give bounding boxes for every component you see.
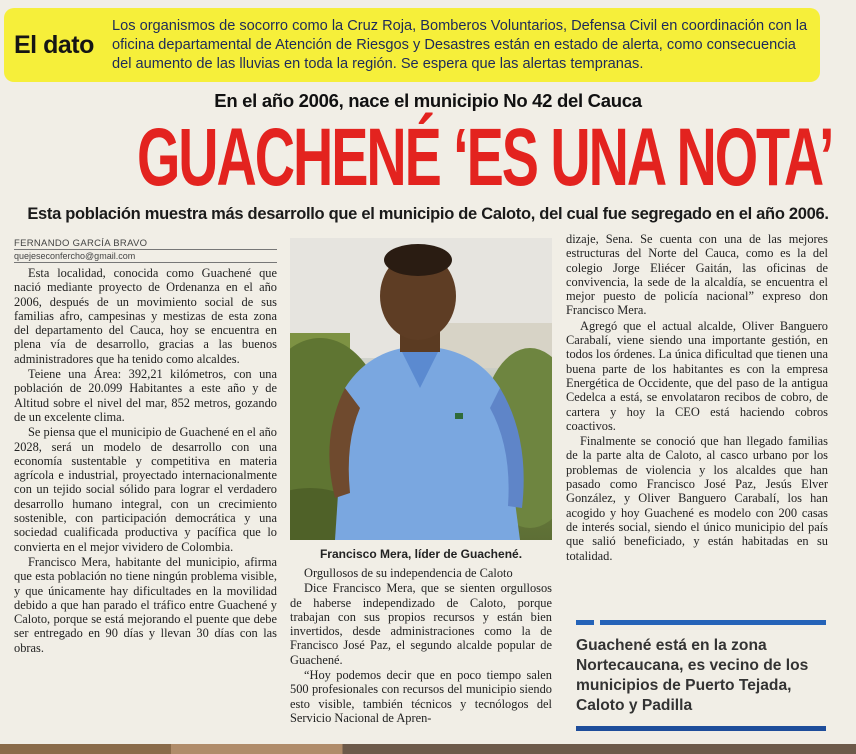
el-dato-text: Los organismos de socorro como la Cruz Roja, Bomberos Voluntarios, Defensa Civil en coordinación con la oficina departamental de Atención de Riesgos y Desastres están en estado de alerta, como consecuencia del aumento de las lluvias en toda la región. Se espera que las alertas tempranas. [112,17,808,72]
paragraph: Esta localidad, conocida como Guachené que nació mediante proyecto de Ordenanza en el año 2006, después de un movimiento social de sus familias afro, campesinas y mestizas de esta zona del departamento del Cauca, hoy se encuentra en plena vía de desarrollo, gracias a las buenos administradores que ha tenido como alcaldes. [14,266,277,366]
byline-email: quejeseconfercho@gmail.com [14,251,136,261]
photo-caption: Francisco Mera, líder de Guachené. [319,547,523,561]
portrait-illustration [290,238,552,540]
pullquote-bar-top [576,620,826,625]
paragraph: dizaje, Sena. Se cuenta con una de las mejores estructuras del Norte del Cauca, como es la del colegio Jorge Eliécer Gaitán, las oficinas de convivencia, la sede de la alcaldía, se encuentra el mejor puesto de policía nacional” expreso don Francisco Mera. [566,232,828,318]
photo-francisco-mera [290,238,552,540]
subheadline: Esta población muestra más desarrollo que el municipio de Caloto, del cual fue segregado en el año 2006. [27,205,829,223]
article-column-left [14,266,277,656]
paragraph: Agregó que el actual alcalde, Oliver Banguero Carabalí, viene siendo una importante gestión, en todos los órdenes. La única dificultad que tienen una buena parte de los habitantes es con la empresa Energética de Occidente, que del paso de la antigua Cedelca a está, se envolataron recibos de cobro, de cartera y hoy la CEO está haciendo cobros coactivos. [566,318,828,433]
article-column-middle [290,566,552,726]
el-dato-box [4,8,820,82]
article-column-right [566,232,828,564]
bottom-edge-strip [0,744,856,754]
paragraph: Finalmente se conoció que han llegado familias de la parte alta de Caloto, al casco urbano por los problemas de violencia y los alcaldes que han pasado como Francisco José Paz, Jesús Elver González, y Oliver Banguero Carabalí, los han acogido y hoy Guachené es modelo con 200 casas de interés social, siendo el único municipio del país que salió beneficiado, y están habitadas en su totalidad. [566,434,828,563]
paragraph: Se piensa que el municipio de Guachené en el año 2028, será un modelo de desarrollo con una economía sustentable y competitiva en materia agrícola e industrial, proyectado internacionalmente con un tejido social sólido para lograr el verdadero desarrollo humano integral, con un crecimiento sostenible, con participación democrática y una sociedad cualificada productiva y pacífica que lo convierta en el mejor vividero de Colombia. [14,425,277,554]
paragraph: Dice Francisco Mera, que se sienten orgullosos de haberse independizado de Caloto, porque trabajan con sus propios recursos y están bien invertidos, desde administraciones como la de Francisco José Paz, el segundo alcalde popular de Guachené. [290,581,552,667]
pullquote-bar-bottom [576,726,826,731]
byline-divider [14,249,277,250]
byline-author: FERNANDO GARCÍA BRAVO [14,238,148,249]
paragraph: Francisco Mera, habitante del municipio, afirma que esta población no tiene ningún problema visible, y que únicamente hay dificultades en la movilidad debido a que han parado el tráfico entre Guachené y Caloto, porque se está mejorando el puente que debe ser entregado en 90 días y llevan 30 días con las obras. [14,554,277,655]
headline: GUACHENÉ ‘ES UNA NOTA’ [136,112,833,203]
headline-kicker: En el año 2006, nace el municipio No 42 del Cauca [214,90,642,111]
pullquote: Guachené está en la zona Nortecaucana, es vecino de los municipios de Puerto Tejada, Caloto y Padilla [576,637,809,714]
paragraph: Teiene una Área: 392,21 kilómetros, con una población de 20.099 Habitantes a este año y de Altitud sobre el nivel del mar, 852 metros, gozando de un excelente clima. [14,367,277,424]
paragraph: “Hoy podemos decir que en poco tiempo salen 500 profesionales con recursos del municipio siendo esto visible, también técnicos y tecnólogos del Servicio Nacional de Apren- [290,668,552,725]
byline-divider [14,262,277,263]
el-dato-label: El dato [14,30,94,59]
section-subtitle: Orgullosos de su independencia de Caloto [304,566,513,580]
